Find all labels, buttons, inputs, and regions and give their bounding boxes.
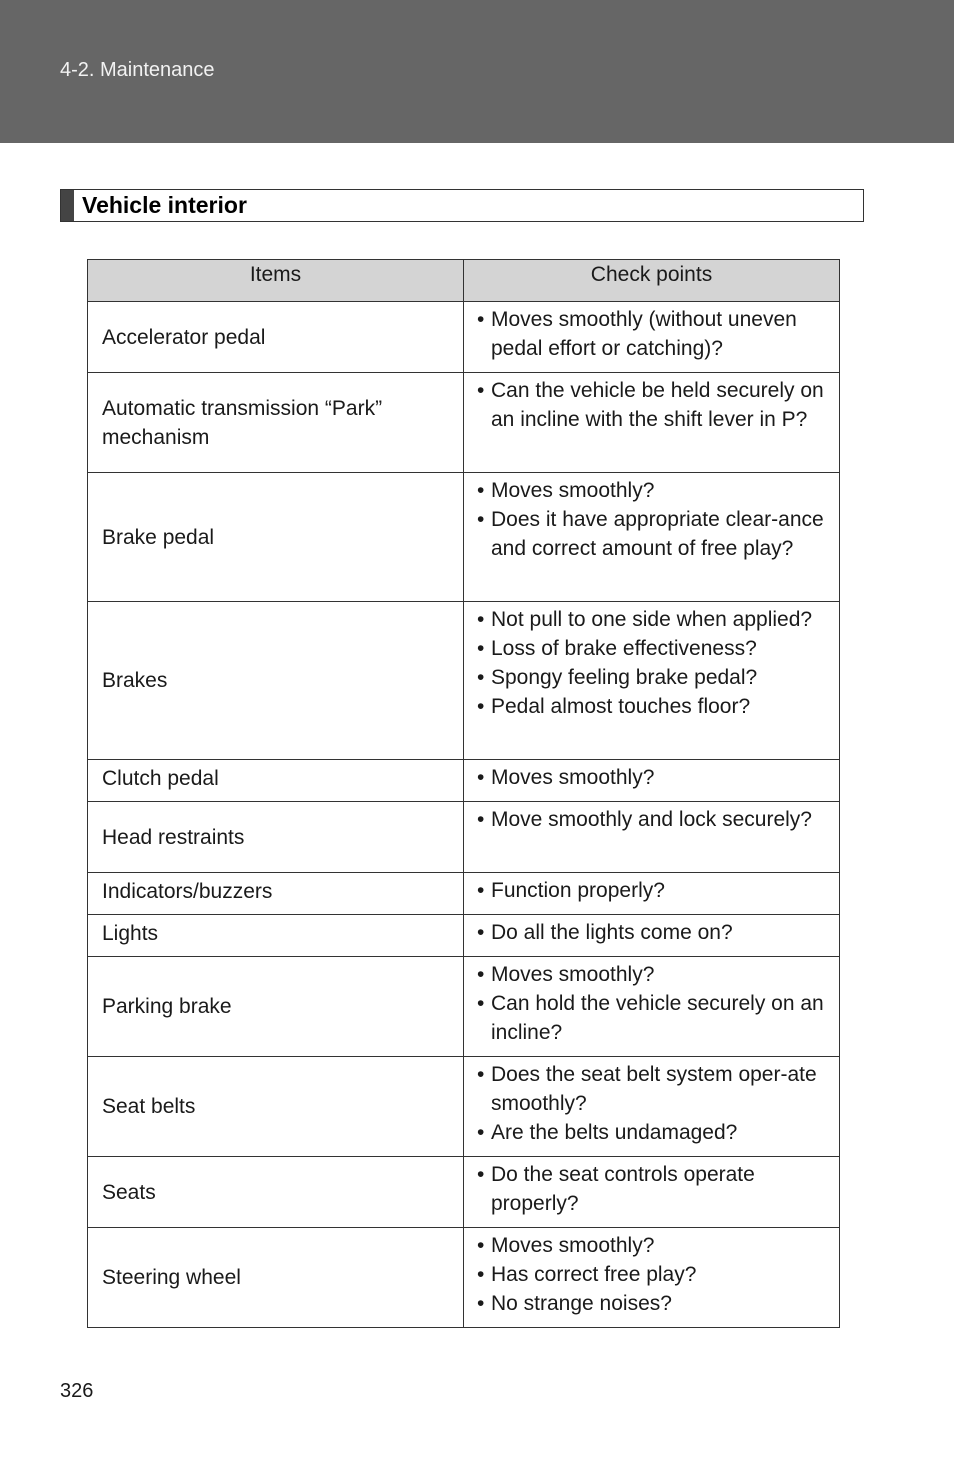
item-cell: Seat belts — [88, 1057, 464, 1157]
item-cell: Parking brake — [88, 957, 464, 1057]
check-point-item: • Can hold the vehicle securely on an incline? — [477, 989, 831, 1047]
check-point-list — [477, 876, 831, 905]
check-point-item: • Spongy feeling brake pedal? — [477, 663, 831, 692]
item-cell: Automatic transmission “Park” mechanism — [88, 373, 464, 473]
check-points-cell — [464, 915, 840, 957]
section-heading-marker — [61, 190, 74, 221]
check-point-item: • Are the belts undamaged? — [477, 1118, 831, 1147]
check-point-item: • Move smoothly and lock securely? — [477, 805, 831, 834]
check-point-item: • Moves smoothly (without uneven pedal effort or catching)? — [477, 305, 831, 363]
item-cell: Brake pedal — [88, 473, 464, 602]
check-point-item: • Not pull to one side when applied? — [477, 605, 831, 634]
table-body — [88, 302, 840, 1328]
check-points-cell — [464, 957, 840, 1057]
table-row — [88, 373, 840, 473]
check-point-item: • Moves smoothly? — [477, 476, 831, 505]
check-point-list — [477, 305, 831, 363]
check-point-item: • Does it have appropriate clear-ance and correct amount of free play? — [477, 505, 831, 563]
table-row — [88, 915, 840, 957]
item-cell: Steering wheel — [88, 1228, 464, 1328]
item-cell: Clutch pedal — [88, 760, 464, 802]
breadcrumb: 4-2. Maintenance — [60, 59, 215, 81]
check-point-list — [477, 1160, 831, 1218]
table-row — [88, 873, 840, 915]
check-point-item: • Function properly? — [477, 876, 831, 905]
check-points-cell — [464, 373, 840, 473]
table-row — [88, 802, 840, 873]
table-row — [88, 1057, 840, 1157]
check-point-list — [477, 1060, 831, 1147]
check-point-item: • Loss of brake effectiveness? — [477, 634, 831, 663]
check-point-list — [477, 476, 831, 563]
check-points-cell — [464, 1057, 840, 1157]
check-points-cell — [464, 873, 840, 915]
check-points-cell — [464, 602, 840, 760]
check-table — [87, 259, 840, 1328]
table-row — [88, 1157, 840, 1228]
check-point-list — [477, 960, 831, 1047]
item-cell: Seats — [88, 1157, 464, 1228]
table-row — [88, 1228, 840, 1328]
check-point-list — [477, 605, 831, 721]
check-point-item: • Moves smoothly? — [477, 763, 831, 792]
check-point-item: • Moves smoothly? — [477, 1231, 831, 1260]
check-point-list — [477, 805, 831, 834]
check-point-list — [477, 1231, 831, 1318]
check-point-list — [477, 918, 831, 947]
check-point-item: • Pedal almost touches floor? — [477, 692, 831, 721]
section-heading — [60, 189, 864, 222]
check-point-list — [477, 376, 831, 434]
check-points-cell — [464, 802, 840, 873]
item-cell: Accelerator pedal — [88, 302, 464, 373]
check-point-item: • Do all the lights come on? — [477, 918, 831, 947]
item-cell: Brakes — [88, 602, 464, 760]
check-point-item: • Moves smoothly? — [477, 960, 831, 989]
table-row — [88, 957, 840, 1057]
check-points-cell — [464, 760, 840, 802]
check-point-item: • Can the vehicle be held securely on an incline with the shift lever in P? — [477, 376, 831, 434]
table-header-row — [88, 260, 840, 302]
item-cell: Head restraints — [88, 802, 464, 873]
check-points-cell — [464, 473, 840, 602]
table-row — [88, 473, 840, 602]
table-row — [88, 302, 840, 373]
table-row — [88, 602, 840, 760]
check-point-list — [477, 763, 831, 792]
check-points-cell — [464, 302, 840, 373]
table-row — [88, 760, 840, 802]
check-point-item: • Has correct free play? — [477, 1260, 831, 1289]
item-cell: Lights — [88, 915, 464, 957]
check-points-cell — [464, 1157, 840, 1228]
item-cell: Indicators/buzzers — [88, 873, 464, 915]
section-title: Vehicle interior — [82, 192, 247, 218]
check-point-item: • No strange noises? — [477, 1289, 831, 1318]
page-number: 326 — [60, 1380, 94, 1402]
check-point-item: • Does the seat belt system oper-ate smoothly? — [477, 1060, 831, 1118]
check-points-cell — [464, 1228, 840, 1328]
column-header-items: Items — [88, 260, 464, 302]
column-header-check-points: Check points — [464, 260, 840, 302]
check-point-item: • Do the seat controls operate properly? — [477, 1160, 831, 1218]
